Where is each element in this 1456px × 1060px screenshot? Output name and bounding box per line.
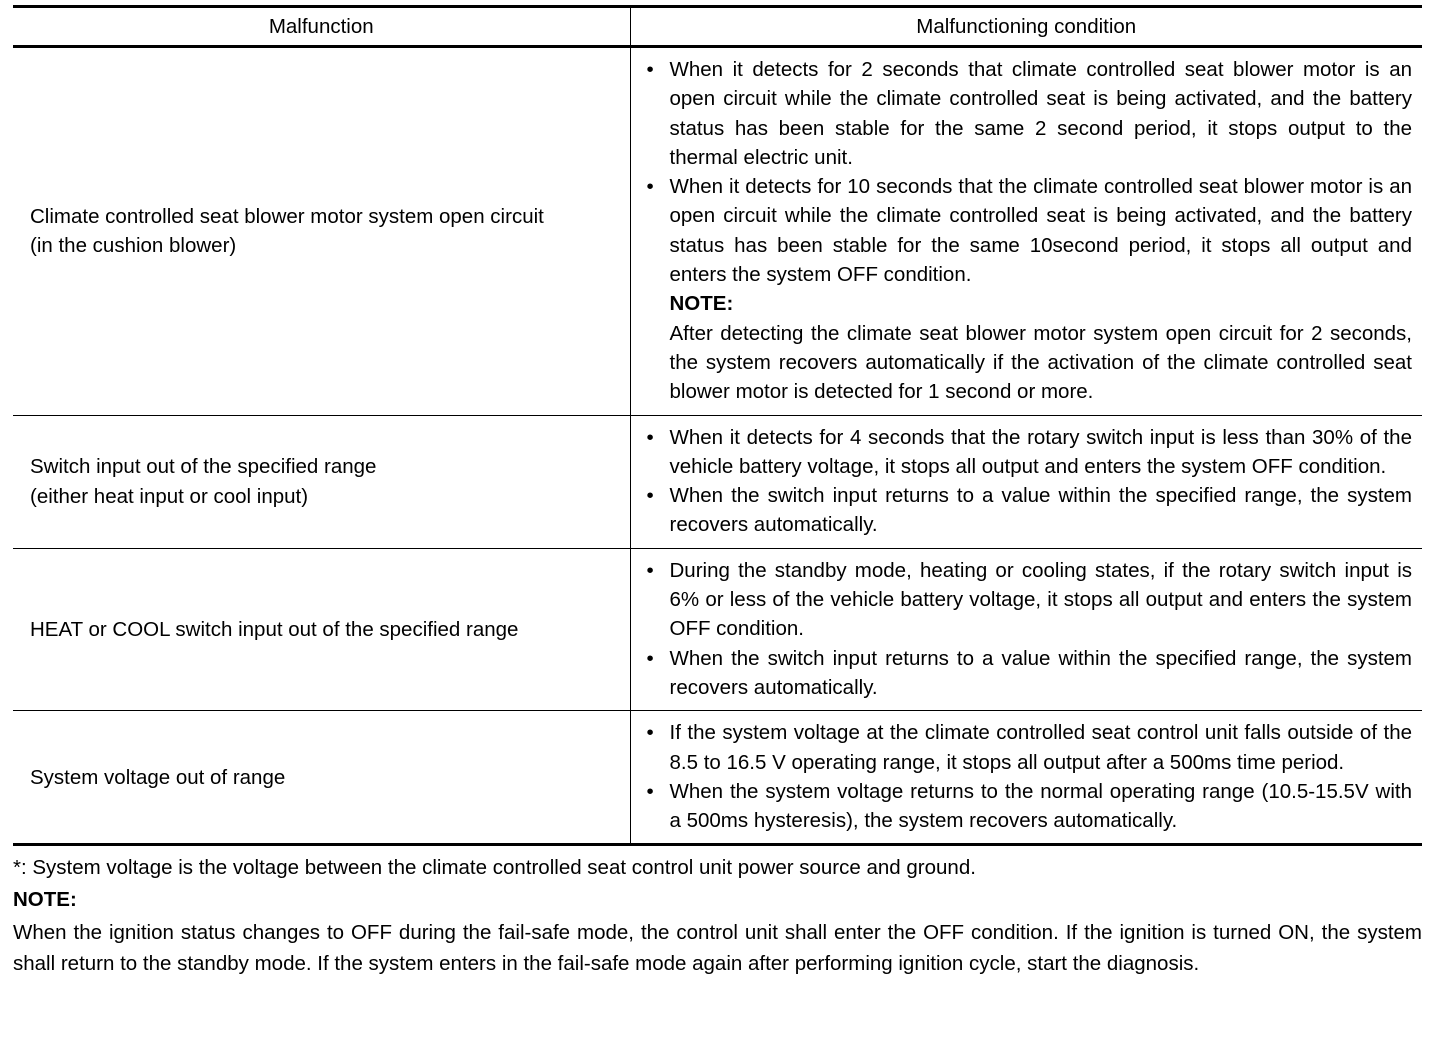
condition-cell — [630, 711, 1422, 845]
malfunction-table — [13, 5, 1422, 846]
bullet-icon: • — [646, 425, 654, 449]
condition-text: If the system voltage at the climate controlled seat control unit falls outside of the 8.5 to 16.5 V operating range, it stops all output after a 500ms time period. — [669, 721, 1412, 774]
condition-item — [631, 172, 1423, 289]
table-row — [13, 47, 1422, 416]
bullet-icon: • — [646, 779, 654, 803]
condition-cell — [630, 548, 1422, 710]
condition-cell — [630, 47, 1422, 416]
bullet-icon: • — [646, 175, 654, 199]
footer — [13, 852, 1422, 979]
footnote: *: System voltage is the voltage between the climate controlled seat control unit power source and ground. — [13, 856, 976, 880]
note-text: When the ignition status changes to OFF during the fail-safe mode, the control unit shall enter the OFF condition. If the ignition is turned ON, the system shall return to the standby mode. If the system enters in the fail-safe mode again after performing ignition cycle, start the diagnosis. — [13, 921, 1422, 976]
condition-text: When the switch input returns to a value within the specified range, the system recovers automatically. — [669, 484, 1412, 537]
table-header-row — [13, 7, 1422, 47]
note-text: After detecting the climate seat blower motor system open circuit for 2 seconds, the system recovers automatically if the activation of the climate controlled seat blower motor is detected for 1 second or more. — [669, 321, 1412, 404]
malfunction-text: Switch input out of the specified range (either heat input or cool input) — [30, 455, 377, 508]
malfunction-cell — [13, 548, 630, 710]
bullet-icon: • — [646, 646, 654, 670]
bullet-icon: • — [646, 558, 654, 582]
malfunction-cell — [13, 415, 630, 548]
condition-text: When it detects for 2 seconds that climate controlled seat blower motor is an open circuit while the climate controlled seat is being activated, and the battery status has been stable for the same 2 second period, it stops output to the thermal electric unit. — [669, 58, 1412, 169]
malfunction-cell — [13, 711, 630, 845]
condition-item — [631, 423, 1423, 482]
table-row — [13, 711, 1422, 845]
condition-item — [631, 644, 1423, 703]
condition-text: During the standby mode, heating or cooling states, if the rotary switch input is 6% or less of the vehicle battery voltage, it stops all output and enters the system OFF condition. — [669, 558, 1412, 641]
malfunction-text: System voltage out of range — [30, 765, 286, 789]
note-label: NOTE: — [13, 888, 77, 912]
condition-cell — [630, 415, 1422, 548]
bullet-icon: • — [646, 58, 654, 81]
condition-text: When it detects for 10 seconds that the climate controlled seat blower motor is an open circuit while the climate controlled seat is being activated, and the battery status has been stable for the same 10second period, it stops all output and enters the system OFF condition. — [669, 175, 1412, 287]
header-malfunctioning-condition: Malfunctioning condition — [630, 7, 1422, 47]
table-row — [13, 415, 1422, 548]
condition-item — [631, 718, 1423, 777]
malfunction-cell — [13, 47, 630, 416]
condition-text: When the switch input returns to a value within the specified range, the system recovers automatically. — [669, 646, 1412, 699]
condition-text: When the system voltage returns to the normal operating range (10.5-15.5V with a 500ms hysteresis), the system recovers automatically. — [669, 779, 1412, 833]
document — [13, 5, 1422, 979]
condition-item — [631, 556, 1423, 644]
malfunction-text: HEAT or COOL switch input out of the specified range — [30, 617, 519, 641]
bullet-icon: • — [646, 484, 654, 508]
header-malfunction: Malfunction — [13, 7, 630, 47]
condition-item — [631, 55, 1423, 172]
table-row — [13, 548, 1422, 710]
bullet-icon: • — [646, 721, 654, 745]
condition-text: When it detects for 4 seconds that the rotary switch input is less than 30% of the vehicle battery voltage, it stops all output and enters the system OFF condition. — [669, 425, 1412, 478]
note-label: NOTE: — [669, 292, 734, 316]
condition-item — [631, 481, 1423, 540]
malfunction-text: Climate controlled seat blower motor system open circuit (in the cushion blower) — [30, 204, 544, 258]
condition-item — [631, 777, 1423, 836]
